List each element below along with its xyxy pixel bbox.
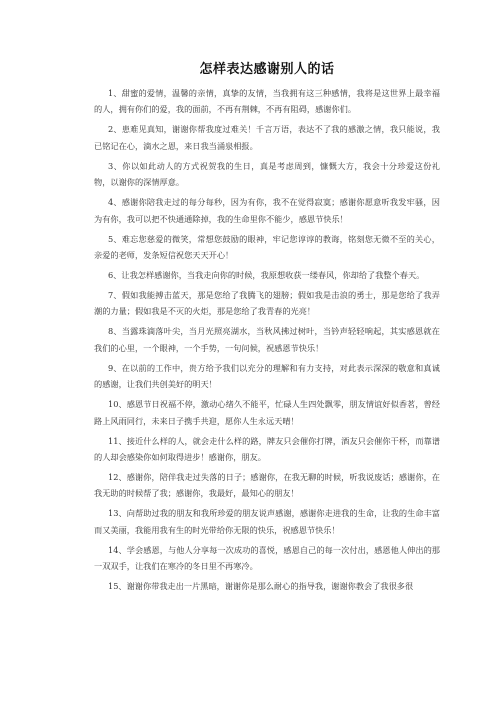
paragraph-7: 7、假如我能搏击蓝天，那是您给了我腾飞的翅膀；假如我是击浪的勇士，那是您给了我弄潮的力量；假如我是不灭的火炬，那是您给了我青春的光亮！ <box>94 290 440 317</box>
paragraph-1: 1、甜蜜的爱情，温馨的亲情，真挚的友情，当我拥有这三种感情，我将是这世界上最幸福的人，拥有你们的爱，我的面前，不再有荆棘，不再有阻碍，感谢你们。 <box>94 88 440 115</box>
paragraph-6: 6、让我怎样感谢你，当我走向你的时候，我原想收获一缕春风，你却给了我整个春天。 <box>108 270 425 281</box>
paragraph-12: 12、感谢你，陪伴我走过失落的日子；感谢你，在我无聊的时候，听我说废话；感谢你，在我无助的时候帮了我；感谢你，我最好，最知心的朋友！ <box>94 472 440 499</box>
document-body <box>94 85 440 595</box>
paragraph-2: 2、患难见真知，谢谢你帮我度过难关！千言万语，表达不了我的感激之情，我只能说，我已铭记在心，滴水之恩，来日我当涌泉相报。 <box>94 124 440 151</box>
document-title: 怎样表达感谢别人的话 <box>199 62 335 77</box>
paragraph-9: 9、在以前的工作中，贵方给予我们以充分的理解和有力支持，对此表示深深的敬意和真诚的感谢，让我们共创美好的明天！ <box>94 362 440 390</box>
paragraph-14: 14、学会感恩，与他人分享每一次成功的喜悦，感恩自己的每一次付出，感恩他人伸出的那一双双手，让我们在寒冷的冬日里不再寒冷。 <box>94 544 440 572</box>
paragraph-8: 8、当露珠滴落叶尖，当月光照亮湖水，当秋风拂过树叶，当钤声轻轻响起，其实感恩就在我们的心里，一个眼神，一个手势，一句问候，祝感恩节快乐！ <box>94 326 440 353</box>
paragraph-15: 15、谢谢你带我走出一片黑暗，谢谢你是那么耐心的指导我，谢谢你教会了我很多很 <box>108 581 414 592</box>
paragraph-4: 4、感谢你陪我走过的每分每秒，因为有你，我不在觉得寂寞；感谢你愿意听我发牢骚，因为有你，我可以把不快通通除掉，我的生命里你不能少，感恩节快乐！ <box>94 197 440 224</box>
paragraph-5: 5、难忘您慈爱的微笑，常想您鼓励的眼神，牢记您谆谆的教诲，铭刻您无微不至的关心，亲爱的老师，发条短信祝您天天开心！ <box>94 233 440 261</box>
paragraph-3: 3、你以如此动人的方式祝贺我的生日，真是考虑周到，慷慨大方，我会十分珍爱这份礼物，以谢你的深情厚意。 <box>94 160 440 188</box>
paragraph-13: 13、向帮助过我的朋友和我所珍爱的朋友说声感谢，感谢你走进我的生命，让我的生命丰富而又美丽，我能用我有生的时光带给你无限的快乐，祝感恩节快乐！ <box>94 508 440 535</box>
paragraph-11: 11、接近什么样的人，就会走什么样的路，牌友只会催你打牌，酒友只会催你干杯，而靠谱的人却会感染你如何取得进步！感谢你，朋友。 <box>94 435 440 463</box>
paragraph-10: 10、感恩节日祝福不停，激动心绪久不能平，忙碌人生四处飘零，朋友情谊好似香茗，曾经路上风雨同行，未来日子携手共迎，愿你人生永远天晴！ <box>94 399 440 426</box>
